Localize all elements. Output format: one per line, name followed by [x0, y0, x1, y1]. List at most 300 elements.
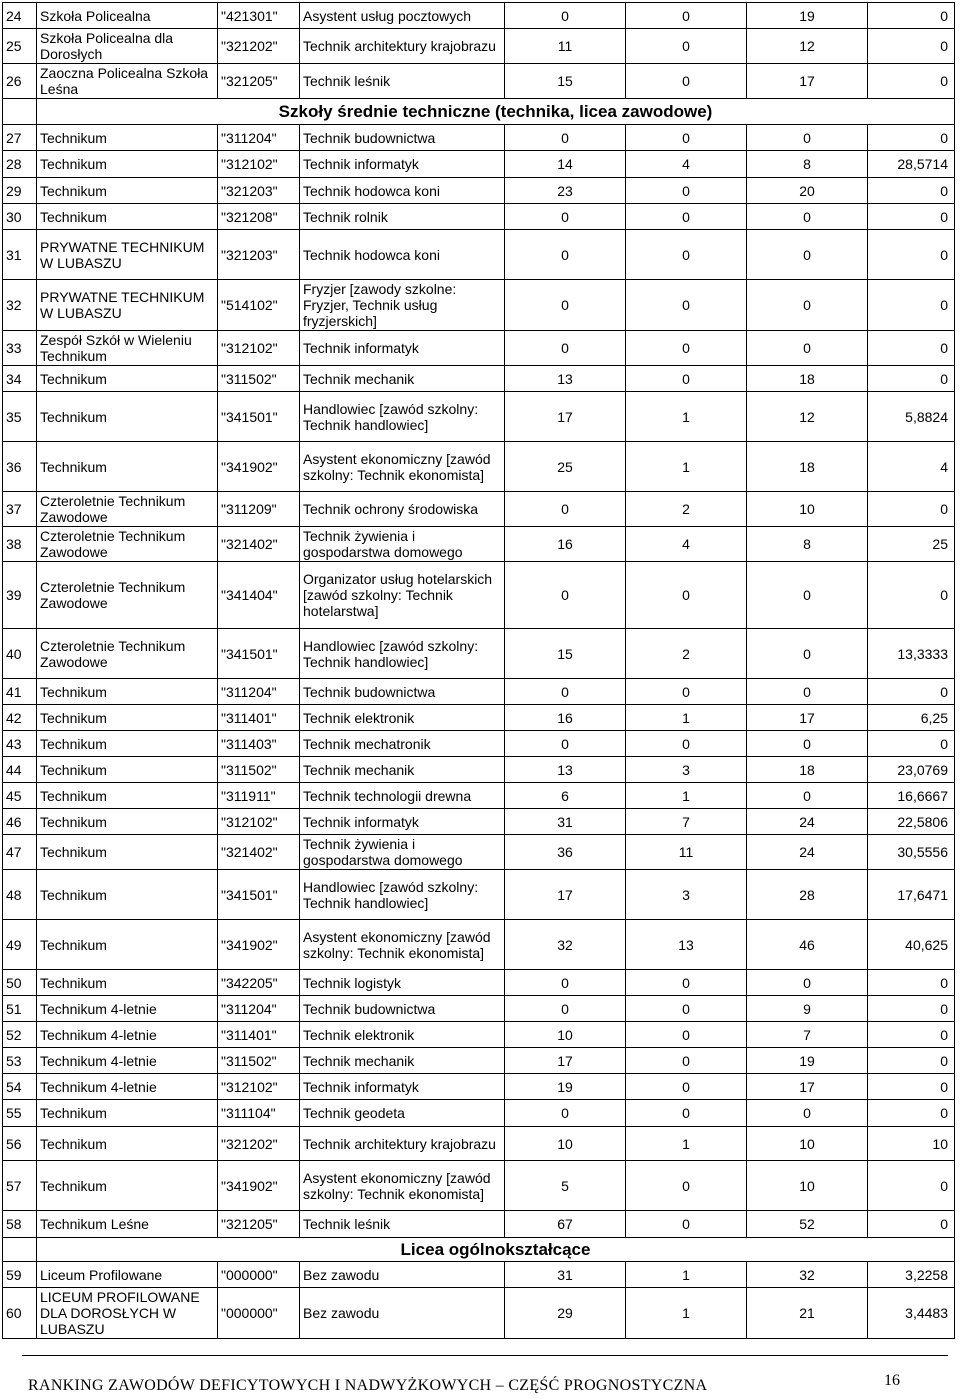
value-cell: 14: [505, 151, 626, 178]
code-cell: "312102": [218, 331, 300, 366]
value-cell: 0: [626, 125, 747, 151]
value-cell: 0: [868, 125, 955, 151]
school-cell: Technikum: [37, 1100, 218, 1127]
code-cell: "311204": [218, 679, 300, 705]
value-cell: 25: [868, 527, 955, 562]
code-cell: "341902": [218, 1161, 300, 1211]
code-cell: "312102": [218, 809, 300, 835]
value-cell: 1: [626, 392, 747, 442]
row-number: 54: [3, 1074, 37, 1100]
value-cell: 23,0769: [868, 757, 955, 783]
value-cell: 0: [626, 1074, 747, 1100]
ranking-table: [2, 2, 955, 1339]
row-number: 52: [3, 1022, 37, 1048]
value-cell: 10: [747, 492, 868, 527]
value-cell: 0: [626, 679, 747, 705]
code-cell: "311502": [218, 366, 300, 392]
value-cell: 6: [505, 783, 626, 809]
value-cell: 1: [626, 442, 747, 492]
school-cell: Zespół Szkół w Wieleniu Technikum: [37, 331, 218, 366]
value-cell: 0: [868, 29, 955, 64]
value-cell: 0: [626, 3, 747, 29]
value-cell: 46: [747, 920, 868, 970]
profession-cell: Asystent ekonomiczny [zawód szkolny: Technik ekonomista]: [300, 1161, 505, 1211]
value-cell: 22,5806: [868, 809, 955, 835]
table-row: [3, 1288, 955, 1339]
value-cell: 7: [747, 1022, 868, 1048]
value-cell: 12: [747, 29, 868, 64]
value-cell: 3,4483: [868, 1288, 955, 1339]
code-cell: "000000": [218, 1288, 300, 1339]
value-cell: 8: [747, 527, 868, 562]
code-cell: "312102": [218, 151, 300, 178]
value-cell: 0: [868, 970, 955, 996]
value-cell: 0: [868, 178, 955, 204]
code-cell: "311104": [218, 1100, 300, 1127]
school-cell: Szkoła Policealna dla Dorosłych: [37, 29, 218, 64]
value-cell: 4: [626, 151, 747, 178]
value-cell: 19: [505, 1074, 626, 1100]
value-cell: 20: [747, 178, 868, 204]
school-cell: Technikum: [37, 783, 218, 809]
table-row: [3, 492, 955, 527]
value-cell: 0: [868, 1074, 955, 1100]
value-cell: 13: [505, 366, 626, 392]
profession-cell: Technik architektury krajobrazu: [300, 1127, 505, 1161]
school-cell: Technikum: [37, 392, 218, 442]
profession-cell: Technik budownictwa: [300, 125, 505, 151]
row-number: 47: [3, 835, 37, 870]
value-cell: 0: [505, 230, 626, 280]
value-cell: 3,2258: [868, 1262, 955, 1288]
table-row: [3, 280, 955, 331]
value-cell: 0: [626, 1161, 747, 1211]
row-number: 57: [3, 1161, 37, 1211]
value-cell: 4: [626, 527, 747, 562]
row-number: 59: [3, 1262, 37, 1288]
value-cell: 18: [747, 366, 868, 392]
school-cell: Technikum 4-letnie: [37, 1022, 218, 1048]
table-row: [3, 920, 955, 970]
value-cell: 17: [505, 392, 626, 442]
school-cell: Technikum: [37, 442, 218, 492]
value-cell: 52: [747, 1211, 868, 1238]
table-row: [3, 731, 955, 757]
profession-cell: Technik mechanik: [300, 757, 505, 783]
table-row: [3, 996, 955, 1022]
value-cell: 19: [747, 1048, 868, 1074]
school-cell: Technikum: [37, 731, 218, 757]
value-cell: 31: [505, 1262, 626, 1288]
profession-cell: Asystent usług pocztowych: [300, 3, 505, 29]
row-number: 39: [3, 562, 37, 629]
value-cell: 0: [868, 492, 955, 527]
value-cell: 6,25: [868, 705, 955, 731]
row-number: 60: [3, 1288, 37, 1339]
value-cell: 13: [505, 757, 626, 783]
value-cell: 0: [747, 679, 868, 705]
profession-cell: Technik architektury krajobrazu: [300, 29, 505, 64]
table-row: [3, 442, 955, 492]
school-cell: LICEUM PROFILOWANE DLA DOROSŁYCH W LUBASZU: [37, 1288, 218, 1339]
row-number: 33: [3, 331, 37, 366]
value-cell: 0: [626, 970, 747, 996]
profession-cell: Technik informatyk: [300, 331, 505, 366]
code-cell: "321205": [218, 64, 300, 99]
value-cell: 0: [505, 204, 626, 230]
table-row: [3, 1100, 955, 1127]
value-cell: 0: [626, 1100, 747, 1127]
value-cell: 0: [747, 280, 868, 331]
table-row: [3, 1161, 955, 1211]
profession-cell: Technik elektronik: [300, 1022, 505, 1048]
table-row: [3, 331, 955, 366]
row-number: 44: [3, 757, 37, 783]
value-cell: 0: [626, 29, 747, 64]
value-cell: 0: [505, 679, 626, 705]
profession-cell: Technik technologii drewna: [300, 783, 505, 809]
row-number: 36: [3, 442, 37, 492]
value-cell: 0: [747, 783, 868, 809]
table-row: [3, 679, 955, 705]
row-number: 51: [3, 996, 37, 1022]
profession-cell: Technik logistyk: [300, 970, 505, 996]
row-number: 41: [3, 679, 37, 705]
table-row: [3, 1048, 955, 1074]
code-cell: "341501": [218, 392, 300, 442]
value-cell: 0: [747, 970, 868, 996]
profession-cell: Asystent ekonomiczny [zawód szkolny: Technik ekonomista]: [300, 920, 505, 970]
value-cell: 1: [626, 1288, 747, 1339]
code-cell: "321402": [218, 527, 300, 562]
school-cell: Czteroletnie Technikum Zawodowe: [37, 527, 218, 562]
ranking-table-body: [3, 3, 955, 1339]
table-row: [3, 809, 955, 835]
row-number: 30: [3, 204, 37, 230]
school-cell: Technikum: [37, 870, 218, 920]
value-cell: 23: [505, 178, 626, 204]
value-cell: 10: [747, 1161, 868, 1211]
school-cell: Technikum: [37, 809, 218, 835]
value-cell: 0: [626, 1048, 747, 1074]
profession-cell: Technik informatyk: [300, 151, 505, 178]
row-number: 49: [3, 920, 37, 970]
value-cell: 0: [868, 204, 955, 230]
profession-cell: Technik rolnik: [300, 204, 505, 230]
value-cell: 16,6667: [868, 783, 955, 809]
value-cell: 16: [505, 527, 626, 562]
table-row: [3, 3, 955, 29]
code-cell: "311209": [218, 492, 300, 527]
code-cell: "321402": [218, 835, 300, 870]
row-number: 50: [3, 970, 37, 996]
value-cell: 28,5714: [868, 151, 955, 178]
code-cell: "514102": [218, 280, 300, 331]
school-cell: Technikum 4-letnie: [37, 996, 218, 1022]
row-number: 55: [3, 1100, 37, 1127]
row-number: 38: [3, 527, 37, 562]
value-cell: 0: [505, 731, 626, 757]
school-cell: Technikum: [37, 1127, 218, 1161]
table-row: [3, 125, 955, 151]
school-cell: PRYWATNE TECHNIKUM W LUBASZU: [37, 230, 218, 280]
table-row: [3, 870, 955, 920]
table-row: [3, 1074, 955, 1100]
code-cell: "311401": [218, 705, 300, 731]
school-cell: Technikum: [37, 178, 218, 204]
row-number: 29: [3, 178, 37, 204]
value-cell: 36: [505, 835, 626, 870]
value-cell: 15: [505, 64, 626, 99]
value-cell: 0: [626, 1211, 747, 1238]
profession-cell: Technik mechanik: [300, 1048, 505, 1074]
school-cell: Technikum Leśne: [37, 1211, 218, 1238]
value-cell: 5,8824: [868, 392, 955, 442]
value-cell: 40,625: [868, 920, 955, 970]
row-number: 53: [3, 1048, 37, 1074]
footer-title: RANKING ZAWODÓW DEFICYTOWYCH I NADWYŻKOWYCH – CZĘŚĆ PROGNOSTYCZNA: [28, 1377, 708, 1394]
row-number: 40: [3, 629, 37, 679]
code-cell: "311403": [218, 731, 300, 757]
profession-cell: Technik elektronik: [300, 705, 505, 731]
value-cell: 0: [747, 731, 868, 757]
profession-cell: Asystent ekonomiczny [zawód szkolny: Technik ekonomista]: [300, 442, 505, 492]
value-cell: 9: [747, 996, 868, 1022]
profession-cell: Technik żywienia i gospodarstwa domowego: [300, 527, 505, 562]
profession-cell: Technik budownictwa: [300, 679, 505, 705]
value-cell: 32: [747, 1262, 868, 1288]
value-cell: 3: [626, 757, 747, 783]
value-cell: 13,3333: [868, 629, 955, 679]
value-cell: 0: [868, 331, 955, 366]
value-cell: 2: [626, 492, 747, 527]
table-row: [3, 64, 955, 99]
value-cell: 15: [505, 629, 626, 679]
school-cell: Czteroletnie Technikum Zawodowe: [37, 629, 218, 679]
value-cell: 0: [868, 3, 955, 29]
school-cell: Technikum: [37, 970, 218, 996]
value-cell: 0: [868, 64, 955, 99]
value-cell: 2: [626, 629, 747, 679]
value-cell: 16: [505, 705, 626, 731]
value-cell: 0: [747, 1100, 868, 1127]
value-cell: 10: [747, 1127, 868, 1161]
table-row: [3, 29, 955, 64]
row-number: 48: [3, 870, 37, 920]
code-cell: "000000": [218, 1262, 300, 1288]
value-cell: 0: [505, 280, 626, 331]
value-cell: 0: [505, 1100, 626, 1127]
row-number: 24: [3, 3, 37, 29]
profession-cell: Technik mechanik: [300, 366, 505, 392]
profession-cell: Technik leśnik: [300, 1211, 505, 1238]
code-cell: "311911": [218, 783, 300, 809]
value-cell: 0: [626, 331, 747, 366]
value-cell: 0: [868, 1211, 955, 1238]
value-cell: 0: [868, 366, 955, 392]
value-cell: 17: [747, 64, 868, 99]
code-cell: "321208": [218, 204, 300, 230]
table-row: [3, 970, 955, 996]
value-cell: 1: [626, 1127, 747, 1161]
profession-cell: Bez zawodu: [300, 1262, 505, 1288]
value-cell: 11: [626, 835, 747, 870]
value-cell: 4: [868, 442, 955, 492]
section-heading-row: [3, 1238, 955, 1262]
value-cell: 67: [505, 1211, 626, 1238]
code-cell: "312102": [218, 1074, 300, 1100]
profession-cell: Technik hodowca koni: [300, 230, 505, 280]
table-row: [3, 392, 955, 442]
value-cell: 10: [505, 1022, 626, 1048]
value-cell: 0: [868, 1161, 955, 1211]
table-row: [3, 1211, 955, 1238]
value-cell: 0: [868, 996, 955, 1022]
code-cell: "321203": [218, 230, 300, 280]
row-number: 45: [3, 783, 37, 809]
table-row: [3, 151, 955, 178]
profession-cell: Technik informatyk: [300, 1074, 505, 1100]
value-cell: 10: [868, 1127, 955, 1161]
school-cell: Szkoła Policealna: [37, 3, 218, 29]
value-cell: 0: [747, 204, 868, 230]
table-row: [3, 757, 955, 783]
value-cell: 17: [747, 1074, 868, 1100]
table-row: [3, 629, 955, 679]
value-cell: 0: [747, 331, 868, 366]
table-row: [3, 527, 955, 562]
value-cell: 30,5556: [868, 835, 955, 870]
value-cell: 0: [626, 204, 747, 230]
value-cell: 0: [868, 280, 955, 331]
school-cell: PRYWATNE TECHNIKUM W LUBASZU: [37, 280, 218, 331]
code-cell: "311502": [218, 757, 300, 783]
value-cell: 0: [747, 562, 868, 629]
value-cell: 0: [505, 492, 626, 527]
school-cell: Technikum 4-letnie: [37, 1074, 218, 1100]
row-number: 56: [3, 1127, 37, 1161]
value-cell: 21: [747, 1288, 868, 1339]
value-cell: 1: [626, 705, 747, 731]
value-cell: 0: [505, 3, 626, 29]
value-cell: 28: [747, 870, 868, 920]
code-cell: "311204": [218, 125, 300, 151]
code-cell: "341404": [218, 562, 300, 629]
value-cell: 7: [626, 809, 747, 835]
profession-cell: Technik informatyk: [300, 809, 505, 835]
table-row: [3, 1262, 955, 1288]
school-cell: Czteroletnie Technikum Zawodowe: [37, 562, 218, 629]
value-cell: 0: [626, 230, 747, 280]
value-cell: 0: [626, 178, 747, 204]
value-cell: 0: [626, 731, 747, 757]
section-heading: Licea ogólnokształcące: [37, 1238, 955, 1262]
profession-cell: Technik ochrony środowiska: [300, 492, 505, 527]
table-row: [3, 1022, 955, 1048]
school-cell: Technikum: [37, 757, 218, 783]
school-cell: Technikum: [37, 366, 218, 392]
value-cell: 0: [505, 996, 626, 1022]
school-cell: Technikum: [37, 125, 218, 151]
value-cell: 0: [868, 731, 955, 757]
row-number: 58: [3, 1211, 37, 1238]
row-number: 35: [3, 392, 37, 442]
code-cell: "341501": [218, 870, 300, 920]
value-cell: 0: [868, 1048, 955, 1074]
value-cell: 11: [505, 29, 626, 64]
row-number: 42: [3, 705, 37, 731]
school-cell: Technikum: [37, 1161, 218, 1211]
value-cell: 13: [626, 920, 747, 970]
school-cell: Technikum: [37, 705, 218, 731]
value-cell: 10: [505, 1127, 626, 1161]
row-number: 37: [3, 492, 37, 527]
code-cell: "321203": [218, 178, 300, 204]
profession-cell: Handlowiec [zawód szkolny: Technik handlowiec]: [300, 629, 505, 679]
row-number: 28: [3, 151, 37, 178]
value-cell: 24: [747, 835, 868, 870]
code-cell: "321205": [218, 1211, 300, 1238]
value-cell: 17: [505, 1048, 626, 1074]
value-cell: 0: [505, 125, 626, 151]
value-cell: 0: [868, 679, 955, 705]
page-number: 16: [884, 1372, 900, 1389]
value-cell: 32: [505, 920, 626, 970]
value-cell: 0: [505, 331, 626, 366]
profession-cell: Technik geodeta: [300, 1100, 505, 1127]
school-cell: Technikum: [37, 204, 218, 230]
value-cell: 8: [747, 151, 868, 178]
table-row: [3, 562, 955, 629]
value-cell: 0: [868, 1100, 955, 1127]
value-cell: 0: [747, 230, 868, 280]
table-row: [3, 230, 955, 280]
value-cell: 0: [626, 996, 747, 1022]
row-number: 34: [3, 366, 37, 392]
value-cell: 0: [747, 629, 868, 679]
value-cell: 24: [747, 809, 868, 835]
school-cell: Czteroletnie Technikum Zawodowe: [37, 492, 218, 527]
value-cell: 18: [747, 757, 868, 783]
school-cell: Technikum 4-letnie: [37, 1048, 218, 1074]
value-cell: 0: [868, 562, 955, 629]
profession-cell: Technik budownictwa: [300, 996, 505, 1022]
row-number: 25: [3, 29, 37, 64]
code-cell: "342205": [218, 970, 300, 996]
code-cell: "311204": [218, 996, 300, 1022]
table-row: [3, 178, 955, 204]
footer-rule: [22, 1355, 948, 1356]
school-cell: Technikum: [37, 835, 218, 870]
school-cell: Zaoczna Policealna Szkoła Leśna: [37, 64, 218, 99]
table-row: [3, 783, 955, 809]
row-number: 31: [3, 230, 37, 280]
value-cell: 0: [747, 125, 868, 151]
code-cell: "321202": [218, 29, 300, 64]
table-row: [3, 1127, 955, 1161]
school-cell: Technikum: [37, 679, 218, 705]
profession-cell: Technik mechatronik: [300, 731, 505, 757]
profession-cell: Technik żywienia i gospodarstwa domowego: [300, 835, 505, 870]
code-cell: "341902": [218, 920, 300, 970]
value-cell: 3: [626, 870, 747, 920]
value-cell: 12: [747, 392, 868, 442]
value-cell: 0: [868, 1022, 955, 1048]
value-cell: 0: [626, 64, 747, 99]
value-cell: 1: [626, 783, 747, 809]
profession-cell: Technik leśnik: [300, 64, 505, 99]
value-cell: 31: [505, 809, 626, 835]
